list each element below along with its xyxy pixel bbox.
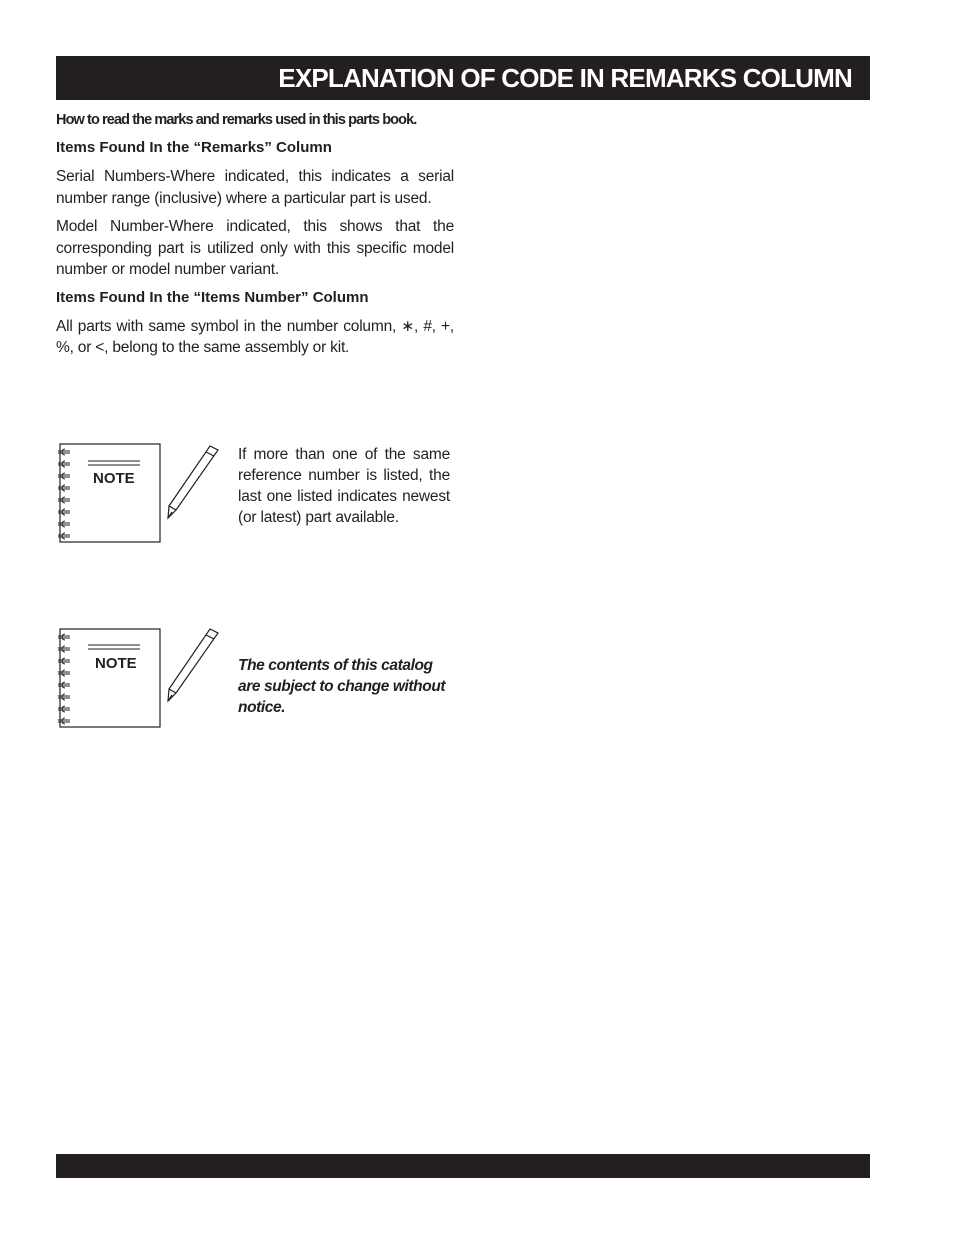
items-number-column-heading: Items Found In the “Items Number” Column <box>56 288 369 306</box>
note-block-latest-part <box>56 440 454 550</box>
remarks-column-heading: Items Found In the “Remarks” Column <box>56 139 332 156</box>
note-text-catalog-change: The contents of this catalog are subject to change without notice. <box>238 657 446 716</box>
note-text-latest-part: If more than one of the same reference number is listed, the last one listed indicates newest (or latest) part available. <box>238 446 450 526</box>
note-label: NOTE <box>95 655 137 672</box>
symbols-text: All parts with same symbol in the number column, ∗, #, +, %, or <, belong to the same assembly or kit. <box>56 317 454 356</box>
notepad-pencil-icon <box>56 625 226 735</box>
serial-numbers-text: Serial Numbers-Where indicated, this indicates a serial number range (inclusive) where a particular part is used. <box>56 168 454 207</box>
note-block-catalog-change <box>56 625 454 735</box>
intro-text: How to read the marks and remarks used in this parts book. <box>56 112 417 128</box>
remarks-explanation <box>56 110 454 366</box>
page-title: EXPLANATION OF CODE IN REMARKS COLUMN <box>278 63 852 93</box>
footer-text: PAGE 50 — DCA-70USI (50 Hz) — OPERATION AND PARTS MANUAL — REV. #1 (04/22/05) <box>170 1182 763 1198</box>
model-number-text: Model Number-Where indicated, this shows that the corresponding part is utilized only with this specific model number or model number variant. <box>56 218 454 278</box>
notepad-pencil-icon <box>56 440 226 550</box>
page-title-bar <box>56 56 870 100</box>
note-label: NOTE <box>93 470 135 487</box>
page-footer <box>56 1154 870 1198</box>
